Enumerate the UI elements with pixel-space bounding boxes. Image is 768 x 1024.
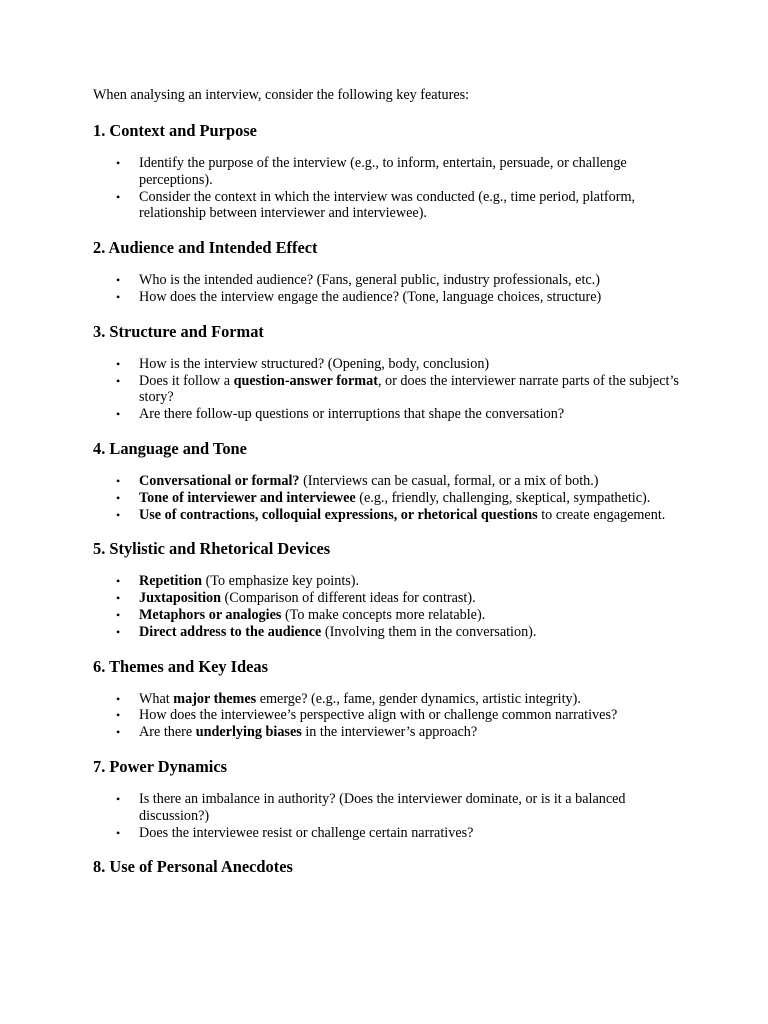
- text-run: How does the interviewee’s perspective align with or challenge common narratives?: [139, 707, 618, 724]
- list-item: [116, 489, 683, 507]
- sections-container: [93, 121, 683, 877]
- list-item: [116, 690, 683, 708]
- text-run: (Comparison of different ideas for contrast).: [221, 590, 476, 607]
- bullet-icon: •: [116, 574, 121, 589]
- bold-text: Tone of interviewer and interviewee: [139, 489, 356, 506]
- bold-text: Use of contractions, colloquial expressions, or rhetorical questions: [139, 506, 538, 523]
- bullet-icon: •: [116, 607, 121, 622]
- bullet-icon: •: [116, 289, 121, 304]
- section-heading: 2. Audience and Intended Effect: [93, 238, 318, 258]
- text-run: Does the interviewee resist or challenge certain narratives?: [139, 824, 474, 841]
- bullet-icon: •: [116, 624, 121, 639]
- text-run: How is the interview structured? (Opening, body, conclusion): [139, 355, 490, 372]
- text-run: (e.g., friendly, challenging, skeptical, sympathetic).: [355, 489, 651, 506]
- bullet-list: [93, 356, 683, 423]
- section-heading: 5. Stylistic and Rhetorical Devices: [93, 539, 331, 559]
- section-heading: 4. Language and Tone: [93, 438, 247, 458]
- bullet-list: [93, 573, 683, 640]
- bullet-icon: •: [116, 490, 121, 505]
- list-item: [116, 606, 683, 624]
- bullet-list: [93, 473, 683, 523]
- bold-text: Direct address to the audience: [139, 623, 322, 640]
- bullet-icon: •: [116, 373, 121, 388]
- bullet-icon: •: [116, 691, 121, 706]
- text-run: (To make concepts more relatable).: [281, 606, 486, 623]
- bullet-icon: •: [116, 189, 121, 204]
- list-item: [116, 406, 683, 423]
- list-item: [116, 573, 683, 590]
- bullet-icon: •: [116, 708, 121, 723]
- list-item: [116, 506, 683, 524]
- bold-text: Juxtaposition: [139, 590, 221, 607]
- list-item: [116, 724, 683, 741]
- bullet-list: [93, 791, 683, 841]
- bullet-icon: •: [116, 507, 121, 522]
- list-item: [116, 288, 683, 306]
- text-run: to create engagement.: [537, 506, 666, 523]
- list-item: [116, 272, 683, 289]
- bullet-icon: •: [116, 407, 121, 422]
- text-run: How does the interview engage the audience? (Tone, language choices, structure): [139, 288, 602, 305]
- text-run: Are there: [139, 724, 196, 741]
- text-run: emerge? (e.g., fame, gender dynamics, artistic integrity).: [256, 690, 581, 707]
- list-item: [116, 472, 683, 490]
- bullet-icon: •: [116, 791, 121, 806]
- section-heading: 3. Structure and Format: [93, 321, 264, 341]
- bold-text: underlying biases: [195, 724, 302, 741]
- text-run: (Interviews can be casual, formal, or a mix of both.): [299, 472, 599, 489]
- list-item: [116, 790, 683, 825]
- bullet-icon: •: [116, 273, 121, 288]
- document-page: [93, 87, 683, 891]
- text-run: Does it follow a: [139, 372, 234, 389]
- text-run: in the interviewer’s approach?: [301, 724, 478, 741]
- list-item: [116, 372, 683, 407]
- text-run: Are there follow-up questions or interruptions that shape the conversation?: [139, 406, 565, 423]
- list-item: [116, 155, 683, 189]
- bullet-icon: •: [116, 473, 121, 488]
- list-item: [116, 188, 683, 223]
- bullet-list: [93, 272, 683, 306]
- section-heading: 8. Use of Personal Anecdotes: [93, 857, 293, 877]
- text-run: Is there an imbalance in authority? (Does the interviewer dominate, or is it a balanced discussion?): [139, 790, 626, 824]
- bullet-list: [93, 155, 683, 222]
- list-item: [116, 590, 683, 607]
- bold-text: Repetition: [139, 573, 203, 590]
- bullet-icon: •: [116, 591, 121, 606]
- bold-text: major themes: [173, 690, 257, 707]
- bold-text: Metaphors or analogies: [139, 606, 282, 623]
- list-item: [116, 355, 683, 373]
- section-heading: 7. Power Dynamics: [93, 756, 227, 776]
- text-run: (Involving them in the conversation).: [321, 623, 537, 640]
- bold-text: Conversational or formal?: [139, 472, 300, 489]
- section-heading: 1. Context and Purpose: [93, 121, 257, 140]
- list-item: [116, 824, 683, 842]
- text-run: Consider the context in which the interview was conducted (e.g., time period, platform, relationship between interviewer and interviewee).: [139, 188, 636, 222]
- bullet-icon: •: [116, 725, 121, 740]
- bold-text: question-answer format: [233, 372, 378, 389]
- list-item: [116, 623, 683, 641]
- bullet-icon: •: [116, 156, 121, 170]
- text-run: , or does the interviewer narrate parts of the subject’s story?: [139, 372, 679, 406]
- bullet-icon: •: [116, 825, 121, 840]
- text-run: Who is the intended audience? (Fans, general public, industry professionals, etc.): [139, 272, 600, 289]
- bullet-list: [93, 691, 683, 741]
- text-run: What: [139, 690, 174, 707]
- text-run: Identify the purpose of the interview (e.g., to inform, entertain, persuade, or challenge perceptions).: [139, 155, 627, 188]
- text-run: (To emphasize key points).: [202, 573, 360, 590]
- list-item: [116, 707, 683, 724]
- section-heading: 6. Themes and Key Ideas: [93, 656, 269, 676]
- intro-paragraph: When analysing an interview, consider the following key features:: [93, 87, 470, 103]
- bullet-icon: •: [116, 356, 121, 371]
